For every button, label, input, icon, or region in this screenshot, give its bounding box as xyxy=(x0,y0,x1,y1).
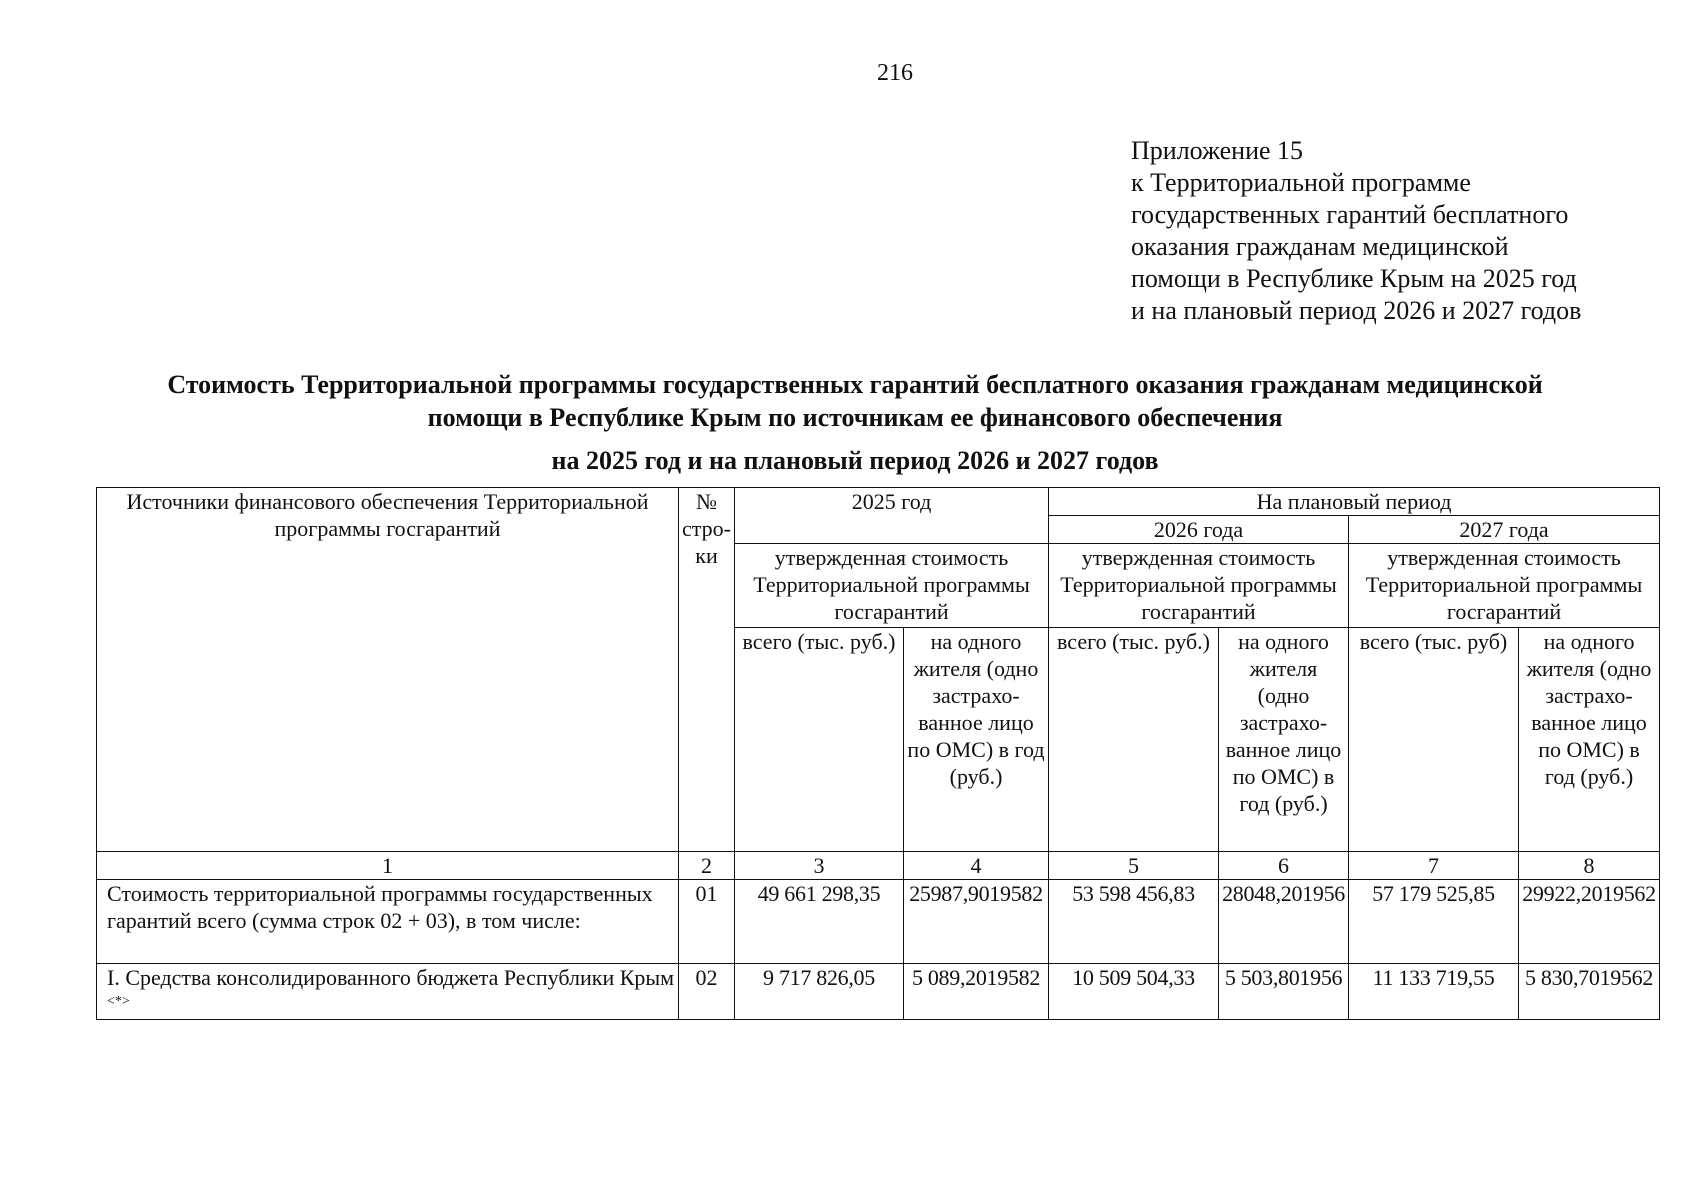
row-source: I. Средства консолидированного бюджета Республики Крым xyxy=(107,965,675,990)
header-year-2025: 2025 год xyxy=(735,488,1049,544)
column-number: 1 xyxy=(97,852,679,880)
header-total-2027: всего (тыс. руб) xyxy=(1349,628,1519,852)
appendix-line: Приложение 15 xyxy=(1131,136,1304,165)
column-number: 8 xyxy=(1519,852,1660,880)
header-approved-cost-2026: утвержденная стоимость Территориальной программы госгарантий xyxy=(1049,544,1349,628)
header-sources: Источники финансового обеспечения Территориальной программы госгарантий xyxy=(97,488,679,852)
row-total-2026: 53 598 456,83 xyxy=(1049,880,1219,964)
header-total-2026: всего (тыс. руб.) xyxy=(1049,628,1219,852)
column-number: 2 xyxy=(679,852,735,880)
row-per-person-2027: 29922,2019562 xyxy=(1519,880,1660,964)
document-title xyxy=(70,368,1640,434)
column-number: 7 xyxy=(1349,852,1519,880)
document-title-line: помощи в Республике Крым по источникам ее финансового обеспечения xyxy=(427,403,1283,432)
column-number: 5 xyxy=(1049,852,1219,880)
document-title-line: Стоимость Территориальной программы государственных гарантий бесплатного оказания гражданам медицинской xyxy=(167,370,1543,399)
row-total-2025: 9 717 826,05 xyxy=(735,964,904,1020)
appendix-line: и на плановый период 2026 и 2027 годов xyxy=(1131,296,1582,325)
appendix-line: оказания гражданам медицинской xyxy=(1131,232,1509,261)
header-per-person-2026: на одного жителя (одно застрахо-ванное лицо по ОМС) в год (руб.) xyxy=(1219,628,1349,852)
page-number: 216 xyxy=(877,60,913,86)
column-number: 3 xyxy=(735,852,904,880)
header-planned-period: На плановый период xyxy=(1049,488,1660,516)
appendix-line: государственных гарантий бесплатного xyxy=(1131,200,1569,229)
header-total-2025: всего (тыс. руб.) xyxy=(735,628,904,852)
footnote-marker: <*> xyxy=(107,994,130,1009)
appendix-note xyxy=(1131,135,1581,327)
header-row-number: № стро-ки xyxy=(679,488,735,852)
row-per-person-2027: 5 830,7019562 xyxy=(1519,964,1660,1020)
header-approved-cost-2025: утвержденная стоимость Территориальной программы госгарантий xyxy=(735,544,1049,628)
column-number: 4 xyxy=(904,852,1049,880)
cost-table xyxy=(96,487,1660,1020)
header-per-person-2025: на одного жителя (одно застрахо-ванное лицо по ОМС) в год (руб.) xyxy=(904,628,1049,852)
row-total-2026: 10 509 504,33 xyxy=(1049,964,1219,1020)
row-per-person-2026: 28048,201956 xyxy=(1219,880,1349,964)
row-source-cell xyxy=(97,964,679,1020)
row-number: 02 xyxy=(679,964,735,1020)
row-per-person-2025: 5 089,2019582 xyxy=(904,964,1049,1020)
row-source: Стоимость территориальной программы государственных гарантий всего (сумма строк 02 + 03), в том числе: xyxy=(97,880,679,964)
header-approved-cost-2027: утвержденная стоимость Территориальной программы госгарантий xyxy=(1349,544,1660,628)
document-subtitle: на 2025 год и на плановый период 2026 и 2027 годов xyxy=(551,446,1159,475)
appendix-line: к Территориальной программе xyxy=(1131,168,1471,197)
row-per-person-2025: 25987,9019582 xyxy=(904,880,1049,964)
column-number-row xyxy=(97,852,1660,880)
appendix-line: помощи в Республике Крым на 2025 год xyxy=(1131,264,1577,293)
table-row xyxy=(97,964,1660,1020)
header-per-person-2027: на одного жителя (одно застрахо-ванное лицо по ОМС) в год (руб.) xyxy=(1519,628,1660,852)
row-per-person-2026: 5 503,801956 xyxy=(1219,964,1349,1020)
row-total-2025: 49 661 298,35 xyxy=(735,880,904,964)
row-total-2027: 57 179 525,85 xyxy=(1349,880,1519,964)
header-year-2027: 2027 года xyxy=(1349,516,1660,544)
row-number: 01 xyxy=(679,880,735,964)
column-number: 6 xyxy=(1219,852,1349,880)
row-total-2027: 11 133 719,55 xyxy=(1349,964,1519,1020)
table-row xyxy=(97,880,1660,964)
header-year-2026: 2026 года xyxy=(1049,516,1349,544)
